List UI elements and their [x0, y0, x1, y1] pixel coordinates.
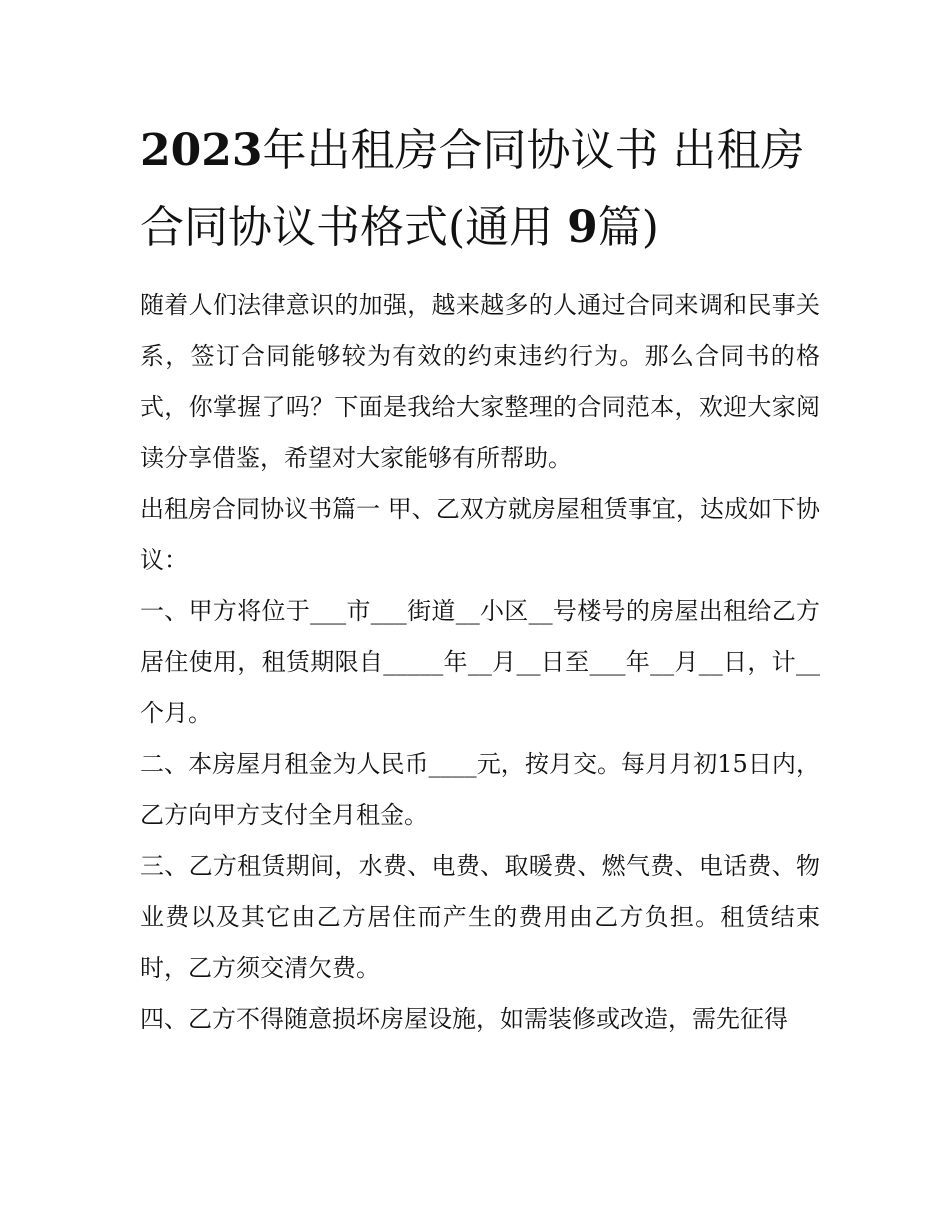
title-year: 2023: [140, 125, 263, 176]
title-text: 年出租房合同协议书 出租房合同协议书格式(通用: [140, 125, 805, 253]
paragraph-clause-2: 二、本房屋月租金为人民币____元，按月交。每月月初15日内，乙方向甲方支付全月租金。: [140, 750, 820, 829]
document-content: [140, 112, 820, 1045]
paragraph-clause-1: 一、甲方将位于___市___街道__小区__号楼号的房屋出租给乙方居住使用，租赁期限自_____年__月__日至___年__月__日，计__个月。: [140, 597, 820, 727]
paragraph-clause-4: 四、乙方不得随意损坏房屋设施，如需装修或改造，需先征得: [140, 1005, 788, 1033]
title-count: 9: [567, 202, 598, 253]
document-body: [140, 280, 820, 1045]
paragraph-intro: 随着人们法律意识的加强，越来越多的人通过合同来调和民事关系，签订合同能够较为有效的约束违约行为。那么合同书的格式，你掌握了吗？下面是我给大家整理的合同范本，欢迎大家阅读分享借鉴，希望对大家能够有所帮助。: [140, 291, 820, 472]
paragraph-clause-3: 三、乙方租赁期间，水费、电费、取暖费、燃气费、电话费、物业费以及其它由乙方居住而产生的费用由乙方负担。租赁结束时，乙方须交清欠费。: [140, 852, 820, 982]
title-suffix: 篇): [597, 202, 659, 253]
paragraph-section-one-heading: 出租房合同协议书篇一 甲、乙双方就房屋租赁事宜，达成如下协议：: [140, 495, 820, 574]
document-title: [140, 112, 820, 266]
